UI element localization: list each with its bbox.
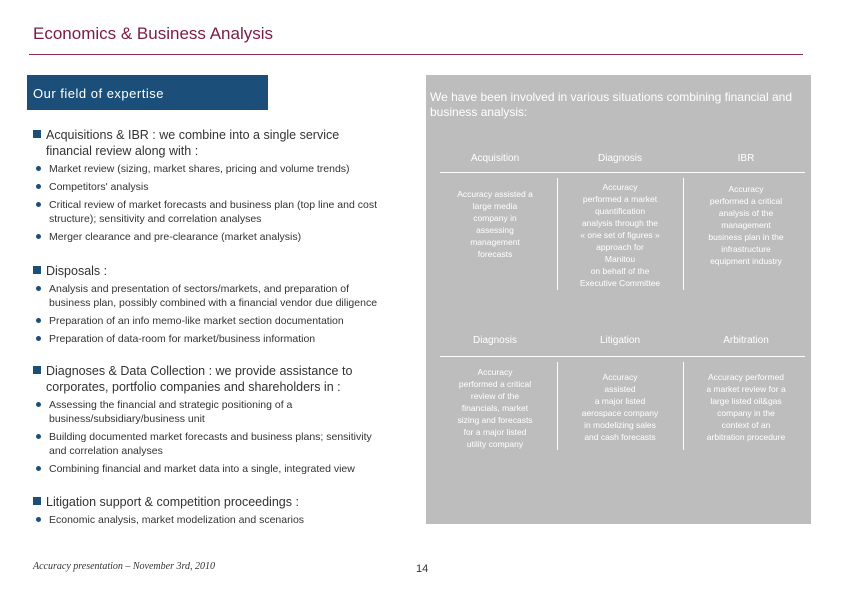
grid-row-divider [440, 356, 805, 357]
case-study-line: Manitou [604, 254, 636, 264]
expertise-label: Our field of expertise [33, 86, 164, 101]
section-heading-text: Diagnoses & Data Collection : we provide assistance to [46, 364, 353, 378]
case-study-line: analysis of the [718, 208, 774, 218]
round-bullet-icon [36, 517, 41, 522]
page-title: Economics & Business Analysis [33, 24, 273, 43]
section-heading-line [33, 127, 423, 143]
round-bullet-icon [36, 402, 41, 407]
bullet-text: Market review (sizing, market shares, pricing and volume trends) [49, 163, 350, 175]
grid-column-header: Diagnosis [473, 335, 517, 346]
case-study-line: large listed oil&gas [710, 396, 782, 406]
bullet-item [36, 282, 426, 310]
grid-column-divider [683, 362, 684, 450]
case-study-line: analysis through the [581, 218, 659, 228]
case-study-line: aerospace company [581, 408, 659, 418]
section-heading-text: financial review along with : [46, 144, 199, 158]
bullet-text: business/subsidiary/business unit [49, 413, 205, 425]
case-study-line: company in [473, 213, 517, 223]
grid-column-header: Acquisition [470, 153, 520, 164]
case-study-cell [687, 183, 805, 267]
section-heading-line [33, 263, 423, 279]
case-studies-panel [426, 75, 811, 524]
section-heading-text: Litigation support & competition proceedings : [46, 495, 299, 509]
case-study-line: for a major listed [463, 427, 527, 437]
bullet-text: Economic analysis, market modelization and scenarios [49, 514, 305, 526]
square-bullet-icon [33, 497, 41, 505]
case-study-line: Accuracy [602, 372, 638, 382]
case-study-line: infrastructure [721, 244, 771, 254]
section-heading-text: Acquisitions & IBR : we combine into a single service [46, 128, 340, 142]
bullet-item [36, 180, 426, 194]
grid-column-header: Litigation [599, 335, 641, 346]
round-bullet-icon [36, 202, 41, 207]
bullet-text: Preparation of data-room for market/business information [49, 333, 316, 345]
case-study-line: management [470, 237, 520, 247]
bullet-text: Analysis and presentation of sectors/markets, and preparation of [49, 283, 349, 295]
bullet-item [36, 462, 426, 476]
case-study-line: a market review for a [706, 384, 786, 394]
case-study-line: equipment industry [710, 256, 782, 266]
panel-intro: We have been involved in various situations combining financial and business analysis: [430, 90, 792, 119]
round-bullet-icon [36, 336, 41, 341]
bullet-text: structure); sensitivity and correlation analyses [49, 213, 262, 225]
case-study-line: assessing [476, 225, 514, 235]
bullet-text: Critical review of market forecasts and business plan (top line and cost [49, 199, 377, 211]
case-study-line: Accuracy performed [707, 372, 785, 382]
bullet-text: Combining financial and market data into a single, integrated view [49, 463, 355, 475]
case-study-line: Accuracy [728, 184, 764, 194]
square-bullet-icon [33, 266, 41, 274]
case-study-line: Accuracy [602, 182, 638, 192]
round-bullet-icon [36, 166, 41, 171]
case-study-cell [561, 181, 679, 289]
footer-text: Accuracy presentation – November 3rd, 2010 [33, 561, 215, 572]
square-bullet-icon [33, 130, 41, 138]
case-study-line: company in the [717, 408, 775, 418]
case-study-line: on behalf of the [590, 266, 650, 276]
title-divider [29, 54, 803, 55]
bullet-item [36, 198, 426, 226]
grid-column-header: Arbitration [723, 335, 769, 346]
case-study-line: context of an [721, 420, 771, 430]
bullet-item [36, 430, 426, 458]
section-heading [33, 127, 423, 159]
section-heading-line [33, 363, 423, 379]
case-study-line: a major listed [594, 396, 646, 406]
case-study-line: arbitration procedure [706, 432, 786, 442]
bullet-text: Competitors' analysis [49, 181, 149, 193]
bullet-text: Merger clearance and pre-clearance (market analysis) [49, 231, 302, 243]
grid-column-divider [683, 178, 684, 290]
section-heading [33, 494, 423, 510]
bullet-text: Building documented market forecasts and business plans; sensitivity [49, 431, 372, 443]
round-bullet-icon [36, 466, 41, 471]
section-heading-line [33, 143, 423, 159]
case-study-line: Accuracy [477, 367, 513, 377]
grid-row-divider [440, 172, 805, 173]
section-heading-text: corporates, portfolio companies and shareholders in : [46, 380, 341, 394]
bullet-item [36, 513, 426, 527]
case-study-line: Executive Committee [579, 278, 661, 288]
case-study-line: « one set of figures » [580, 230, 660, 240]
case-study-line: performed a market [582, 194, 658, 204]
case-study-line: performed a critical [709, 196, 783, 206]
section-heading-line [33, 494, 423, 510]
bullet-item [36, 162, 426, 176]
case-study-line: in modelizing sales [584, 420, 656, 430]
page-number: 14 [416, 563, 429, 575]
case-study-line: performed a critical [458, 379, 532, 389]
square-bullet-icon [33, 366, 41, 374]
case-study-cell [687, 371, 805, 443]
case-study-line: financials, market [461, 403, 529, 413]
bullet-item [36, 332, 426, 346]
round-bullet-icon [36, 286, 41, 291]
grid-column-header: Diagnosis [598, 153, 642, 164]
bullet-text: business plan, possibly combined with a financial vendor due diligence [49, 297, 378, 309]
case-study-line: utility company [466, 439, 524, 449]
case-study-line: approach for [596, 242, 644, 252]
case-study-line: business plan in the [708, 232, 784, 242]
bullet-text: Assessing the financial and strategic positioning of a [49, 399, 293, 411]
case-study-line: quantification [594, 206, 646, 216]
bullet-text: and correlation analyses [49, 445, 163, 457]
grid-column-header: IBR [737, 153, 755, 164]
grid-column-divider [557, 362, 558, 450]
round-bullet-icon [36, 318, 41, 323]
case-study-line: large media [472, 201, 518, 211]
bullet-item [36, 230, 426, 244]
grid-column-divider [557, 178, 558, 290]
case-study-cell [436, 188, 554, 260]
case-study-line: forecasts [477, 249, 513, 259]
case-study-line: review of the [470, 391, 520, 401]
case-study-cell [436, 366, 554, 450]
section-heading-line [33, 379, 423, 395]
bullet-item [36, 314, 426, 328]
case-study-line: Accuracy assisted a [457, 189, 533, 199]
round-bullet-icon [36, 434, 41, 439]
case-study-line: assisted [604, 384, 636, 394]
section-heading-text: Disposals : [46, 264, 108, 278]
round-bullet-icon [36, 234, 41, 239]
case-study-line: and cash forecasts [584, 432, 656, 442]
case-study-line: management [721, 220, 771, 230]
bullet-text: Preparation of an info memo-like market section documentation [49, 315, 344, 327]
round-bullet-icon [36, 184, 41, 189]
case-study-cell [561, 371, 679, 443]
case-study-line: sizing and forecasts [457, 415, 533, 425]
section-heading [33, 263, 423, 279]
section-heading [33, 363, 423, 395]
bullet-item [36, 398, 426, 426]
